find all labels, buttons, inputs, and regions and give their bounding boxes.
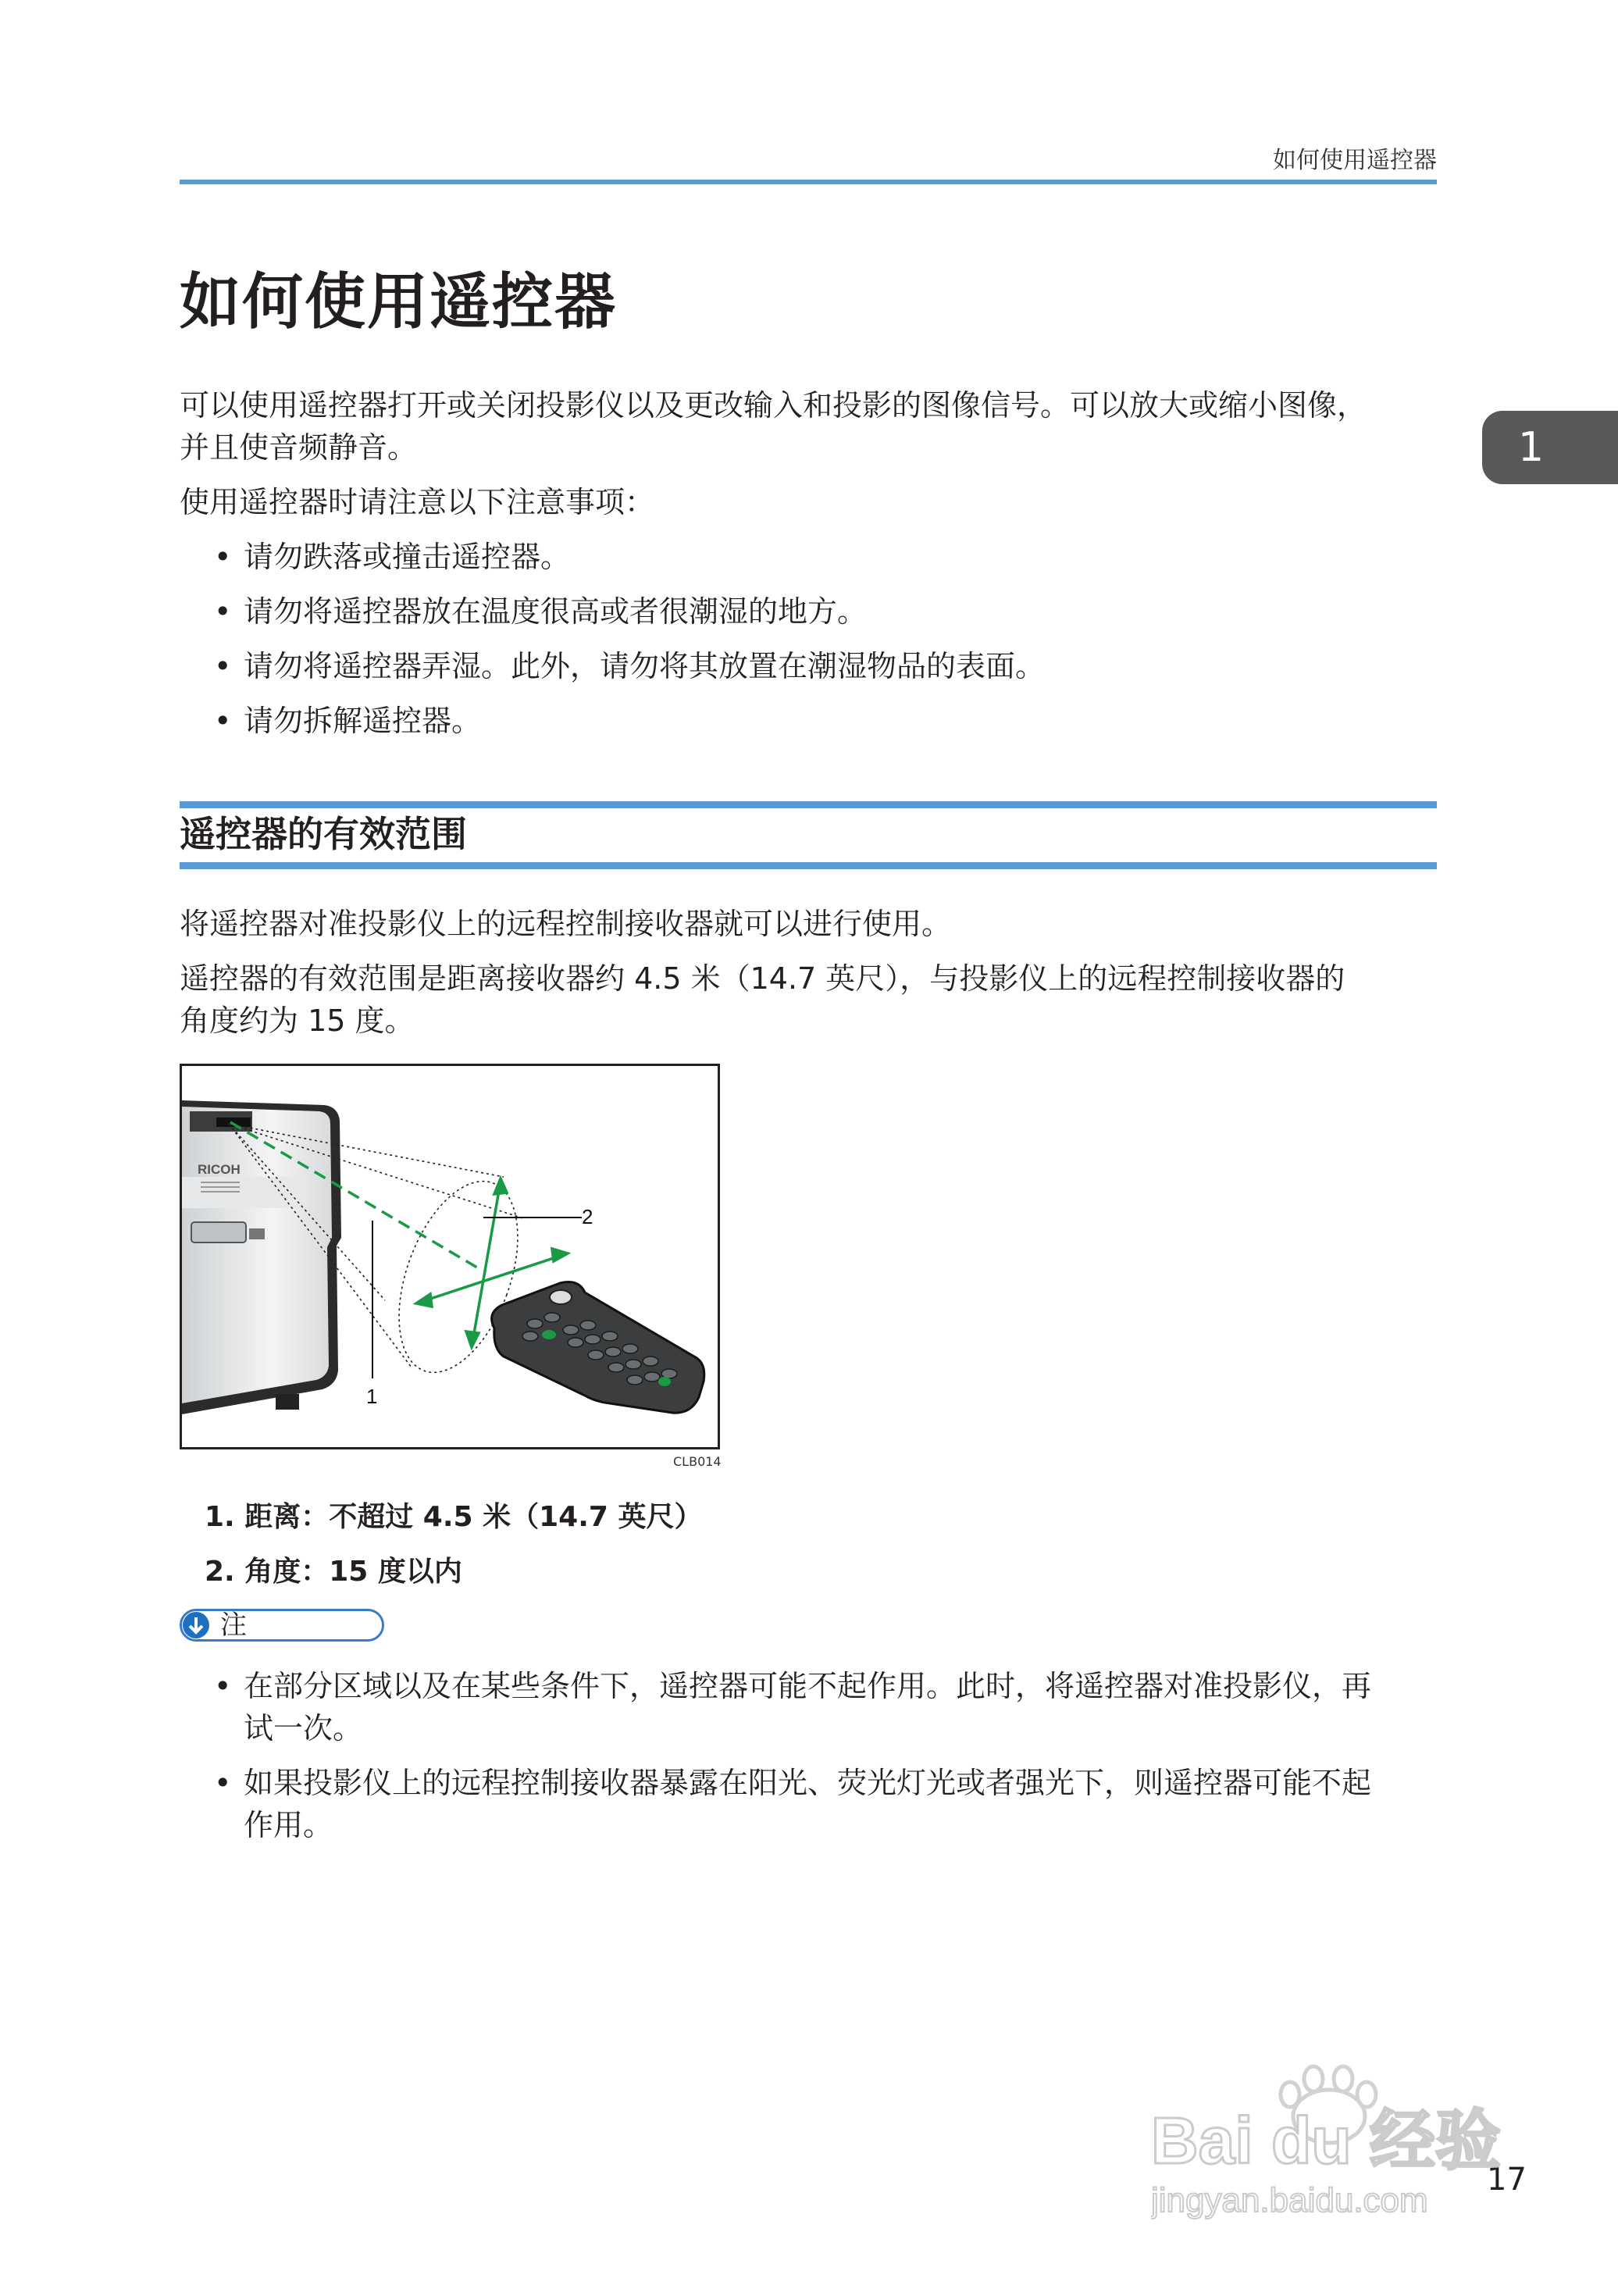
down-arrow-circle-icon [183, 1612, 209, 1638]
legend-item: 1. 距离：不超过 4.5 米（14.7 英尺） [205, 1501, 703, 1533]
intro-line-1: 可以使用遥控器打开或关闭投影仪以及更改输入和投影的图像信号。可以放大或缩小图像， [180, 388, 1367, 422]
legend-item: 2. 角度：15 度以内 [205, 1556, 462, 1588]
section-para-2-line-1: 遥控器的有效范围是距离接收器约 4.5 米（14.7 英尺），与投影仪上的远程控制接收器的 [180, 961, 1345, 996]
section-title: 遥控器的有效范围 [180, 813, 467, 855]
callout-1: 1 [366, 1385, 378, 1408]
caution-item: • 请勿将遥控器放在温度很高或者很潮湿的地方。 [211, 590, 1437, 633]
note-item-line: 作用。 [244, 1808, 333, 1842]
running-header: 如何使用遥控器 [1273, 147, 1437, 174]
watermark-logo: Bai du 经验 [1151, 2104, 1502, 2177]
note-tag [180, 1609, 384, 1642]
callout-2: 2 [582, 1205, 593, 1228]
note-item-line: 试一次。 [244, 1711, 363, 1745]
figure-code: CLB014 [673, 1454, 722, 1469]
caution-item: • 请勿拆解遥控器。 [211, 700, 1437, 742]
header-rule [180, 180, 1437, 184]
remote-range-figure [180, 1064, 720, 1449]
note-label: 注 [220, 1610, 247, 1641]
watermark-url: jingyan.baidu.com [1151, 2181, 1428, 2219]
caution-list [211, 536, 1437, 754]
page-number: 17 [1487, 2162, 1527, 2198]
note-item [211, 1665, 1437, 1749]
intro-line-2: 并且使音频静音。 [180, 430, 418, 465]
page-title: 如何使用遥控器 [180, 267, 618, 337]
caution-item: • 请勿将遥控器弄湿。此外，请勿将其放置在潮湿物品的表面。 [211, 645, 1437, 687]
projector [182, 1100, 341, 1414]
baidu-watermark [1151, 2046, 1526, 2234]
caution-lead: 使用遥控器时请注意以下注意事项： [180, 485, 655, 519]
note-item-line: • 如果投影仪上的远程控制接收器暴露在阳光、荧光灯光或者强光下，则遥控器可能不起 [244, 1766, 1372, 1800]
chapter-tab[interactable]: 1 [1482, 411, 1618, 484]
figure-legend [205, 1496, 702, 1606]
projector-brand: RICOH [198, 1162, 241, 1177]
note-list [211, 1665, 1437, 1859]
section-para-2-line-2: 角度约为 15 度。 [180, 1004, 415, 1038]
caution-item: • 请勿跌落或撞击遥控器。 [211, 536, 1437, 578]
note-item-line: • 在部分区域以及在某些条件下，遥控器可能不起作用。此时，将遥控器对准投影仪，再 [244, 1669, 1372, 1703]
section-para-1: 将遥控器对准投影仪上的远程控制接收器就可以进行使用。 [180, 907, 952, 941]
section-rule-top [180, 801, 1437, 808]
remote-control [492, 1282, 704, 1414]
note-item [211, 1762, 1437, 1846]
section-rule-bottom [180, 862, 1437, 869]
